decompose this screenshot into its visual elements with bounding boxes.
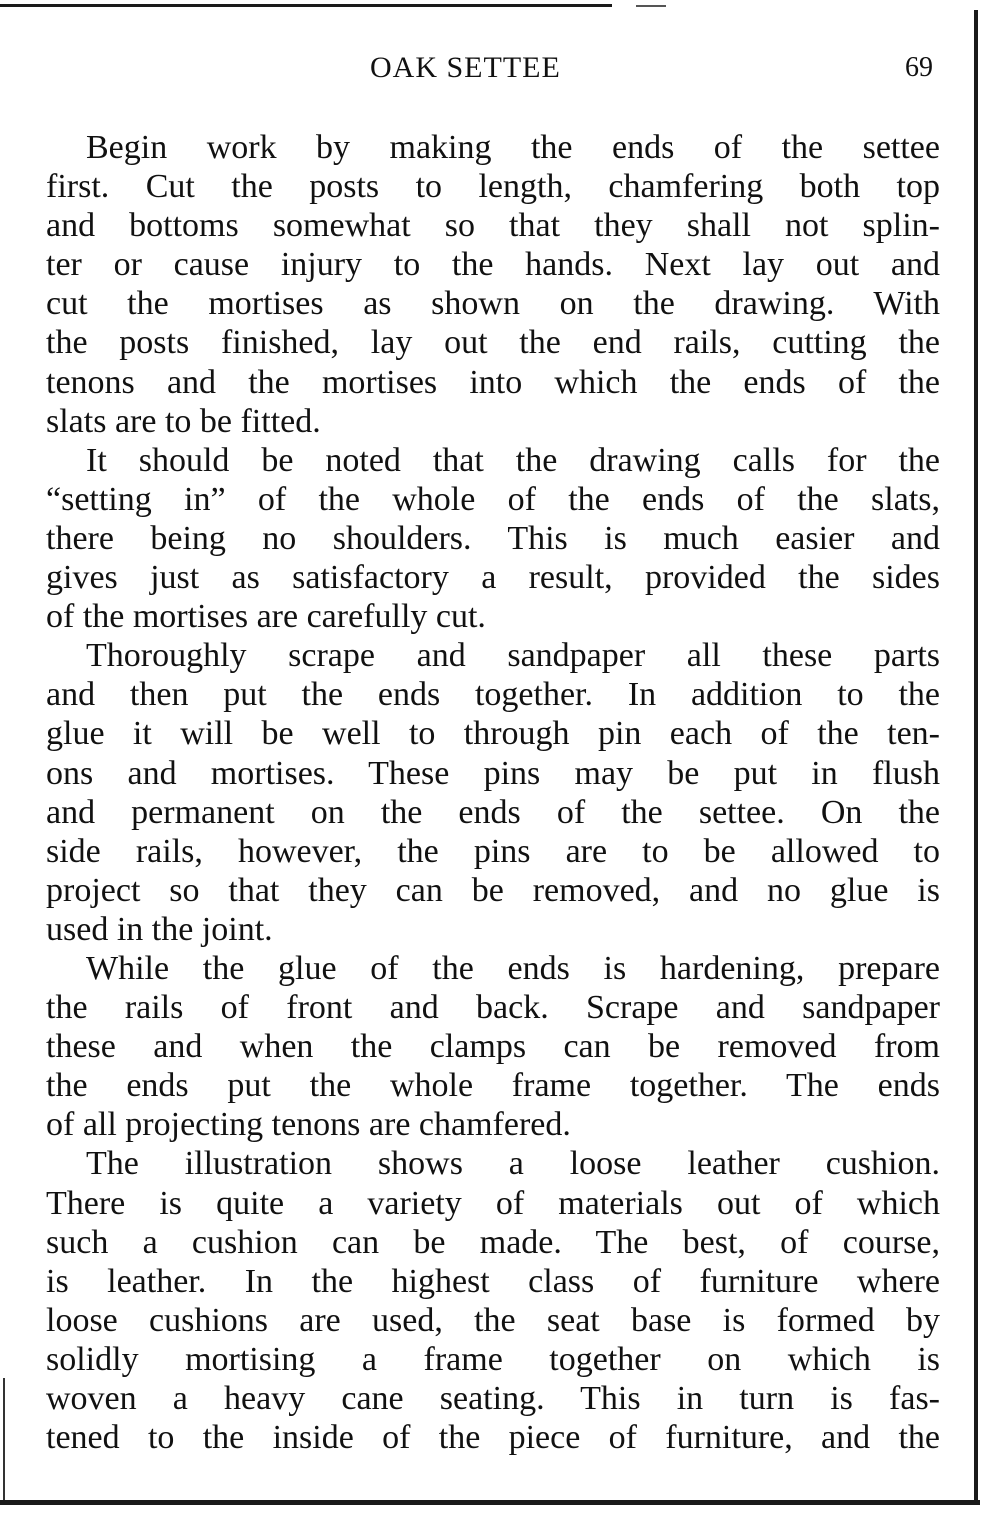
text-line: ons and mortises. These pins may be put in flush (46, 754, 940, 792)
text-line: side rails, however, the pins are to be allowed to (46, 832, 940, 870)
text-line: and permanent on the ends of the settee. On the (46, 793, 940, 831)
text-line: woven a heavy cane seating. This in turn is fas- (46, 1380, 940, 1417)
text-line: The illustration shows a loose leather cushion. (86, 1145, 940, 1183)
left-margin-rule (3, 1378, 5, 1504)
text-line: the rails of front and back. Scrape and sandpaper (46, 989, 940, 1027)
text-line: the ends put the whole frame together. The ends (46, 1067, 940, 1105)
running-head-title: OAK SETTEE (370, 51, 561, 84)
text-line: slats are to be fitted. (46, 402, 321, 440)
text-line: “setting in” of the whole of the ends of the slats, (46, 480, 940, 518)
text-line: glue it will be well to through pin each of the ten- (46, 715, 940, 753)
bottom-rule (0, 1500, 980, 1505)
text-line: tenons and the mortises into which the ends of the (46, 363, 940, 401)
body-text (46, 128, 940, 1457)
text-line: first. Cut the posts to length, chamfering both top (46, 168, 940, 206)
right-margin-rule (974, 10, 978, 1505)
top-rule-fragment (636, 5, 666, 7)
text-line: used in the joint. (46, 910, 273, 948)
text-line: tened to the inside of the piece of furniture, and the (46, 1419, 940, 1457)
text-line: Begin work by making the ends of the settee (86, 129, 940, 166)
text-line: of all projecting tenons are chamfered. (46, 1106, 571, 1144)
text-line: There is quite a variety of materials out of which (46, 1184, 940, 1222)
text-line: the posts finished, lay out the end rails, cutting the (46, 324, 940, 362)
text-line: is leather. In the highest class of furniture where (46, 1262, 940, 1300)
text-line: ter or cause injury to the hands. Next lay out and (46, 246, 940, 284)
text-line: loose cushions are used, the seat base is formed by (46, 1301, 940, 1339)
text-line: of the mortises are carefully cut. (46, 598, 486, 636)
text-line: and bottoms somewhat so that they shall not splin- (46, 207, 940, 245)
text-line: It should be noted that the drawing calls for the (86, 441, 940, 479)
text-line: project so that they can be removed, and no glue is (46, 871, 940, 909)
text-line: and then put the ends together. In addition to the (46, 676, 940, 714)
text-line: While the glue of the ends is hardening, prepare (86, 949, 940, 987)
text-line: these and when the clamps can be removed from (46, 1028, 940, 1066)
text-line: gives just as satisfactory a result, provided the sides (46, 559, 940, 597)
text-line: solidly mortising a frame together on which is (46, 1340, 940, 1378)
page-number: 69 (905, 52, 933, 83)
text-line: such a cushion can be made. The best, of course, (46, 1223, 940, 1261)
text-line: Thoroughly scrape and sandpaper all these parts (86, 637, 940, 675)
top-rule (0, 4, 612, 7)
text-line: cut the mortises as shown on the drawing. With (46, 285, 940, 323)
text-line: there being no shoulders. This is much easier and (46, 519, 940, 557)
